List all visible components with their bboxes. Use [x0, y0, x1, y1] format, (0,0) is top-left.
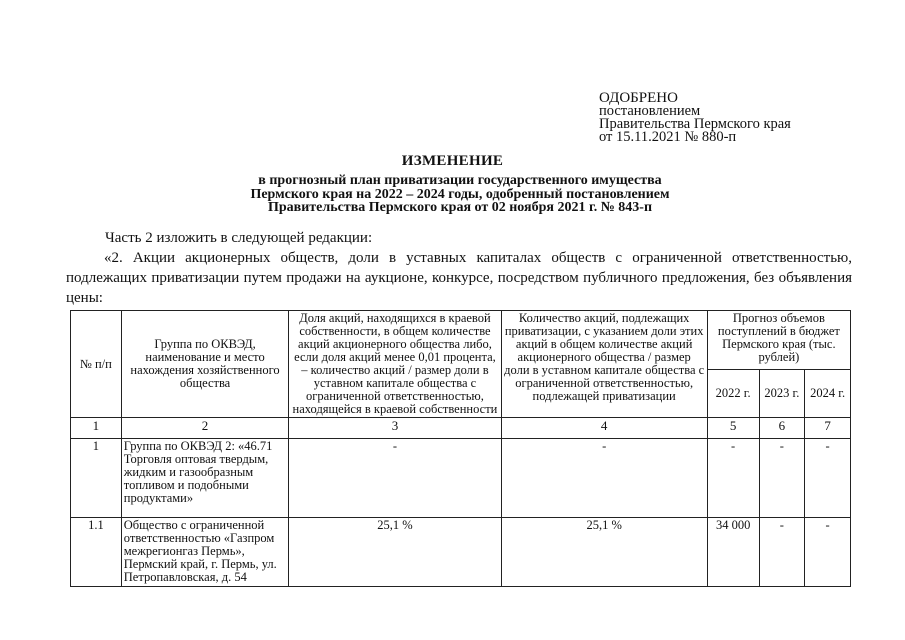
row-share: -: [289, 439, 501, 518]
header-forecast: Прогноз объемов поступлений в бюджет Пермского края (тыс. рублей): [707, 311, 850, 370]
row-2022: 34 000: [707, 518, 759, 587]
column-number: 4: [501, 418, 707, 439]
row-name: Общество с ограниченной ответственностью «Газпром межрегионгаз Пермь», Пермский край, г. Пермь, ул. Петропавловская, д. 54: [121, 518, 289, 587]
approval-stamp: [599, 92, 791, 144]
column-number: 6: [759, 418, 805, 439]
document-title: ИЗМЕНЕНИЕ: [401, 153, 504, 169]
subtitle-line: в прогнозный план приватизации государственного имущества: [258, 173, 662, 188]
approval-title: ОДОБРЕНО: [599, 90, 678, 106]
row-2022: -: [707, 439, 759, 518]
column-number: 7: [805, 418, 851, 439]
privatization-table: [70, 310, 851, 587]
header-row: [71, 311, 851, 370]
document-subtitle: [160, 174, 760, 215]
row-qty: 25,1 %: [501, 518, 707, 587]
column-number: 1: [71, 418, 122, 439]
table-row: [71, 518, 851, 587]
header-year-2023: 2023 г.: [759, 370, 805, 418]
header-year-2024: 2024 г.: [805, 370, 851, 418]
approval-line: постановлением: [599, 103, 701, 119]
column-number: 2: [121, 418, 289, 439]
column-number: 5: [707, 418, 759, 439]
header-qty: Количество акций, подлежащих приватизации, с указанием доли этих акций в общем количестве акций акционерного общества / размер доли в уставном капитале общества с ограниченной ответственностью, подлежащей приватизации: [501, 311, 707, 418]
header-share: Доля акций, находящихся в краевой собственности, в общем количестве акций акционерного общества либо, если доля акций менее 0,01 процента, – количество акций / размер доли в уставном капитале общества с ограниченной ответственностью, находящейся в краевой собственности: [289, 311, 501, 418]
row-qty: -: [501, 439, 707, 518]
row-2024: -: [805, 518, 851, 587]
row-share: 25,1 %: [289, 518, 501, 587]
subtitle-line: Правительства Пермского края от 02 ноября 2021 г. № 843-п: [267, 200, 653, 215]
row-2023: -: [759, 518, 805, 587]
body-paragraph: Часть 2 изложить в следующей редакции:: [105, 230, 373, 246]
table-row: [71, 439, 851, 518]
row-num: 1: [71, 439, 122, 518]
header-num: № п/п: [71, 311, 122, 418]
row-2023: -: [759, 439, 805, 518]
header-year-2022: 2022 г.: [707, 370, 759, 418]
body-paragraph: «2. Акции акционерных обществ, доли в уставных капиталах обществ с ограниченной ответственностью, подлежащих приватизации путем продажи на аукционе, конкурсе, посредством публичного предложения, без объявления цены:: [66, 250, 852, 306]
approval-date: от 15.11.2021 № 880-п: [599, 129, 737, 145]
header-group: Группа по ОКВЭД, наименование и место нахождения хозяйственного общества: [121, 311, 289, 418]
row-2024: -: [805, 439, 851, 518]
row-num: 1.1: [71, 518, 122, 587]
subtitle-line: Пермского края на 2022 – 2024 годы, одобренный постановлением: [250, 186, 670, 202]
column-number-row: [71, 418, 851, 439]
column-number: 3: [289, 418, 501, 439]
row-name: Группа по ОКВЭД 2: «46.71 Торговля оптовая твердым, жидким и газообразным топливом и подобными продуктами»: [121, 439, 289, 518]
approval-line: Правительства Пермского края: [599, 116, 791, 132]
